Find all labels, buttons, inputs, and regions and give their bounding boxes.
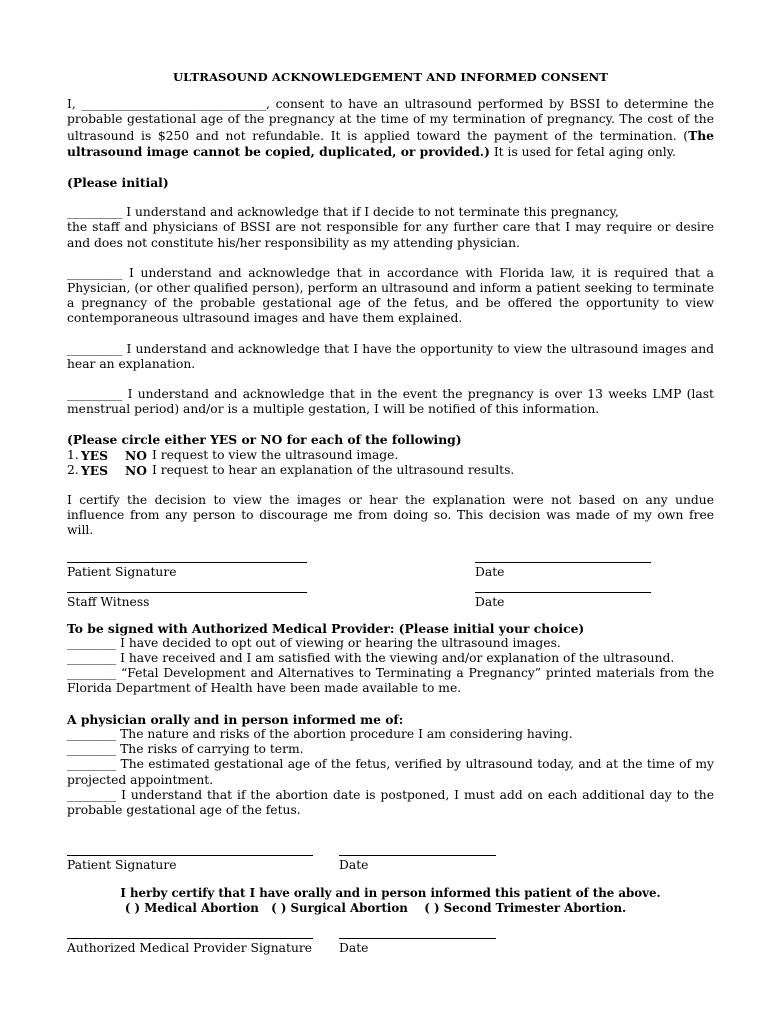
initial-item-2: _________ I understand and acknowledge that in accordance with Florida law, it is required that a Physician, (or other qualified person), perform an ultrasound and inform a patient seeking to terminate a pregnancy of the probable gestational age of the fetus, and be offered the opportunity to view contemporaneous ultrasound images and have them explained. (67, 265, 714, 326)
provider-item-2: ________ I have received and I am satisfied with the viewing and/or explanation of the ultrasound. (67, 651, 675, 666)
physician-header: A physician orally and in person informed me of: (67, 711, 404, 727)
yes-option[interactable]: YES (81, 447, 109, 463)
provider-signature-row (67, 931, 714, 961)
no-option[interactable]: NO (125, 462, 147, 478)
provider-signature-line[interactable] (67, 938, 313, 939)
intro-bold-text: The ultrasound image cannot be copied, duplicated, or provided.) (67, 127, 714, 159)
date-label: Date (475, 594, 505, 609)
yes-no-row-1 (67, 448, 714, 463)
staff-witness-line[interactable] (67, 592, 307, 593)
provider-signature-label: Authorized Medical Provider Signature (67, 940, 313, 955)
physician-item-1: ________ The nature and risks of the abortion procedure I am considering having. (67, 726, 573, 741)
date-line[interactable] (339, 938, 496, 939)
date-line[interactable] (475, 592, 651, 593)
patient-signature-label: Patient Signature (67, 858, 177, 873)
row-number: 1. (67, 447, 79, 462)
initial-item-3: _________ I understand and acknowledge that I have the opportunity to view the ultrasound images and hear an explanation. (67, 341, 714, 371)
yes-no-row-2 (67, 463, 714, 478)
date-label: Date (475, 564, 505, 579)
physician-item-4: ________ I understand that if the abortion date is postponed, I must add on each additional day to the probable gestational age of the fetus. (67, 787, 714, 817)
certify-paragraph: I certify the decision to view the images or hear the explanation were not based on any undue influence from any person to discourage me from doing so. This decision was made of my own free will. (67, 493, 714, 538)
yes-option[interactable]: YES (81, 462, 109, 478)
abortion-type-options[interactable]: ( ) Medical Abortion ( ) Surgical Abortion ( ) Second Trimester Abortion. (124, 901, 627, 916)
page-title: ULTRASOUND ACKNOWLEDGEMENT AND INFORMED CONSENT (172, 70, 609, 84)
patient-signature-row-2 (67, 848, 714, 878)
date-label: Date (339, 940, 369, 955)
date-line[interactable] (339, 855, 496, 856)
provider-item-1: ________ I have decided to opt out of viewing or hearing the ultrasound images. (67, 635, 561, 650)
provider-certification: I herby certify that I have orally and in person informed this patient of the above. (120, 886, 661, 901)
date-line[interactable] (475, 562, 651, 563)
date-label: Date (339, 858, 369, 873)
initial-item-1a: _________ I understand and acknowledge that if I decide to not terminate this pregnancy, (67, 205, 619, 220)
provider-item-3: ________ “Fetal Development and Alternatives to Terminating a Pregnancy” printed materials from the Florida Department of Health have been made available to me. (67, 666, 714, 696)
patient-signature-row (67, 555, 714, 585)
intro-paragraph (67, 97, 714, 160)
yes-no-text: I request to hear an explanation of the ultrasound results. (152, 462, 515, 477)
initial-item-1b: the staff and physicians of BSSI are not responsible for any further care that I may require or desire and does not constitute his/her responsibility as my attending physician. (67, 220, 714, 250)
patient-signature-line[interactable] (67, 562, 307, 563)
staff-witness-label: Staff Witness (67, 594, 150, 609)
row-number: 2. (67, 462, 79, 477)
physician-item-2: ________ The risks of carrying to term. (67, 742, 304, 757)
physician-item-3: ________ The estimated gestational age of the fetus, verified by ultrasound today, and at the time of my projected appointment. (67, 757, 714, 787)
no-option[interactable]: NO (125, 447, 147, 463)
intro-suffix-text: It is used for fetal aging only. (489, 144, 676, 159)
initial-item-4: _________ I understand and acknowledge that in the event the pregnancy is over 13 weeks LMP (last menstrual period) and/or is a multiple gestation, I will be notified of this information. (67, 387, 714, 417)
consent-form (67, 70, 714, 961)
staff-witness-row (67, 585, 714, 615)
patient-signature-label: Patient Signature (67, 564, 177, 579)
intro-text: I, ______________________________, consent to have an ultrasound performed by BSSI to determine the probable gestational age of the pregnancy at the time of my termination of pregnancy. The cost of the ultrasound is $250 and not refundable. It is applied toward the payment of the termination. ( (67, 97, 714, 143)
initial-header: (Please initial) (67, 175, 169, 191)
yes-no-text: I request to view the ultrasound image. (152, 447, 399, 462)
patient-signature-line[interactable] (67, 855, 313, 856)
provider-header: To be signed with Authorized Medical Provider: (Please initial your choice) (67, 620, 585, 636)
circle-header: (Please circle either YES or NO for each of the following) (67, 432, 462, 448)
